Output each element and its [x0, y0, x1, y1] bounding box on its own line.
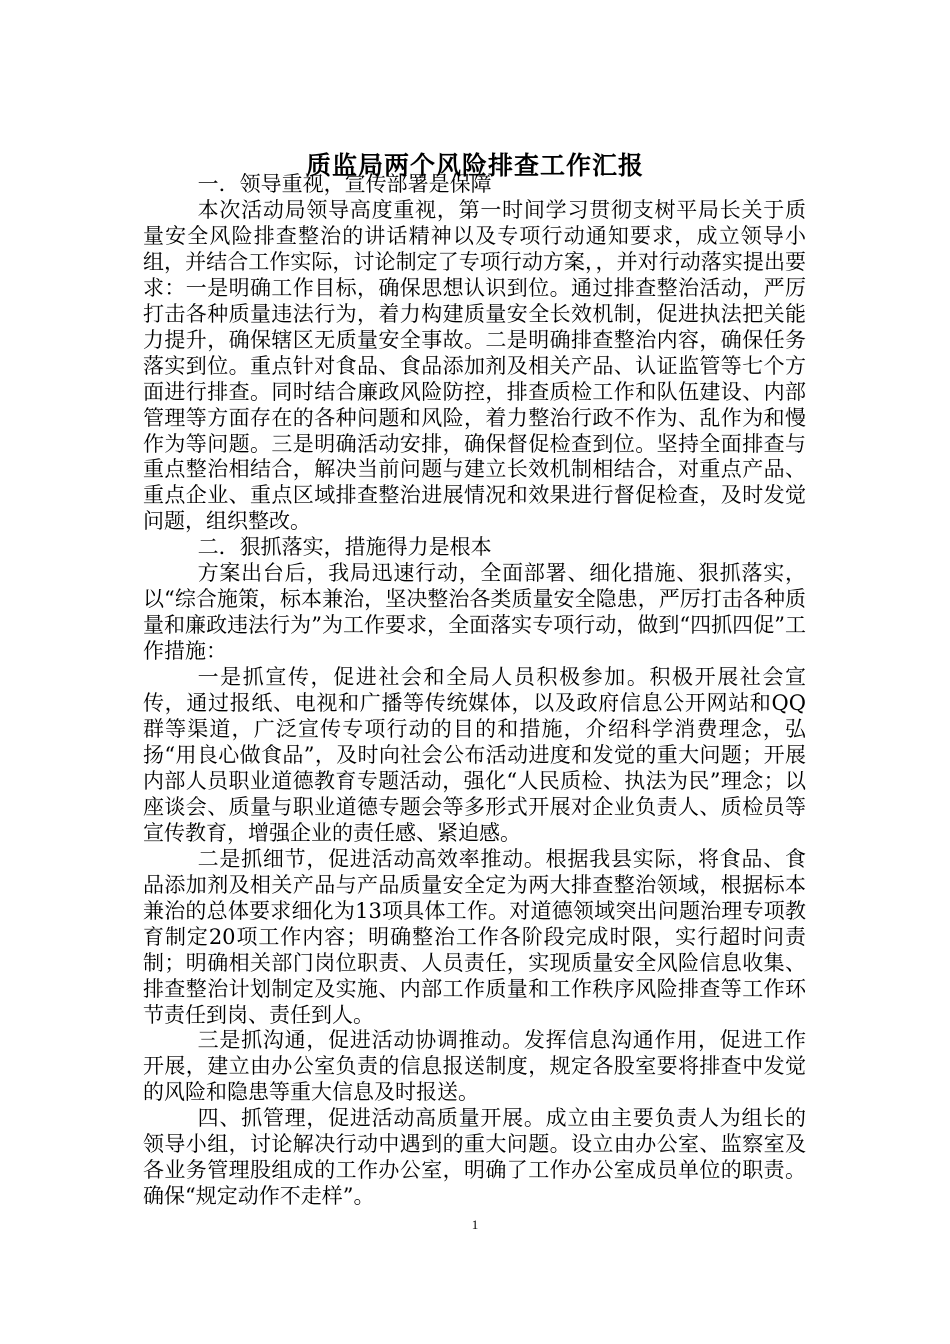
section-heading-2: 二．狠抓落实，措施得力是根本 — [197, 535, 492, 560]
body-paragraph-1: 本次活动局领导高度重视，第一时间学习贯彻支树平局长关于质量安全风险排查整治的讲话精神以及专项行动通知要求，成立领导小组，并结合工作实际，讨论制定了专项行动方案，，并对行动落实提出要求：一是明确工作目标，确保思想认识到位。通过排查整治活动，严厉打击各种质量违法行为，着力构建质量安全长效机制，促进执法把关能力提升，确保辖区无质量安全事故。二是明确排查整治内容，确保任务落实到位。重点针对食品、食品添加剂及相关产品、认证监管等七个方面进行排查。同时结合廉政风险防控，排查质检工作和队伍建设、内部管理等方面存在的各种问题和风险，着力整治行政不作为、乱作为和慢作为等问题。三是明确活动安排，确保督促检查到位。坚持全面排查与重点整治相结合，解决当前问题与建立长效机制相结合，对重点产品、重点企业、重点区域排查整治进展情况和效果进行督促检查，及时发觉问题，组织整改。 — [143, 197, 806, 534]
page-number: 1 — [471, 1217, 479, 1232]
document-title: 质监局两个风险排查工作汇报 — [305, 150, 644, 180]
body-paragraph-4: 二是抓细节，促进活动高效率推动。根据我县实际，将食品、食品添加剂及相关产品与产品质量安全定为两大排查整治领域，根据标本兼治的总体要求细化为13项具体工作。对道德领域突出问题治理专项教育制定20项工作内容；明确整治工作各阶段完成时限，实行超时问责制；明确相关部门岗位职责、人员责任，实现质量安全风险信息收集、排查整治计划制定及实施、内部工作质量和工作秩序风险排查等工作环节责任到岗、责任到人。 — [143, 846, 806, 1027]
section-heading-1: 一．领导重视，宣传部署是保障 — [197, 172, 492, 196]
body-paragraph-5: 三是抓沟通，促进活动协调推动。发挥信息沟通作用，促进工作开展，建立由办公室负责的信息报送制度，规定各股室要将排查中发觉的风险和隐患等重大信息及时报送。 — [143, 1028, 806, 1105]
body-paragraph-2: 方案出台后，我局迅速行动，全面部署、细化措施、狠抓落实，以“综合施策，标本兼治，坚决整治各类质量安全隐患，严厉打击各种质量和廉政违法行为”为工作要求，全面落实专项行动，做到“四抓四促”工作措施： — [143, 561, 806, 664]
body-paragraph-3: 一是抓宣传，促进社会和全局人员积极参加。积极开展社会宣传，通过报纸、电视和广播等传统媒体，以及政府信息公开网站和QQ群等渠道，广泛宣传专项行动的目的和措施，介绍科学消费理念，弘扬“用良心做食品”，及时向社会公布活动进度和发觉的重大问题；开展内部人员职业道德教育专题活动，强化“人民质检、执法为民”理念；以座谈会、质量与职业道德专题会等多形式开展对企业负责人、质检员等宣传教育，增强企业的责任感、紧迫感。 — [143, 665, 806, 845]
body-paragraph-6: 四、抓管理，促进活动高质量开展。成立由主要负责人为组长的领导小组，讨论解决行动中遇到的重大问题。设立由办公室、监察室及各业务管理股组成的工作办公室，明确了工作办公室成员单位的职责。确保“规定动作不走样”。 — [143, 1106, 806, 1209]
document-body — [143, 172, 806, 1210]
